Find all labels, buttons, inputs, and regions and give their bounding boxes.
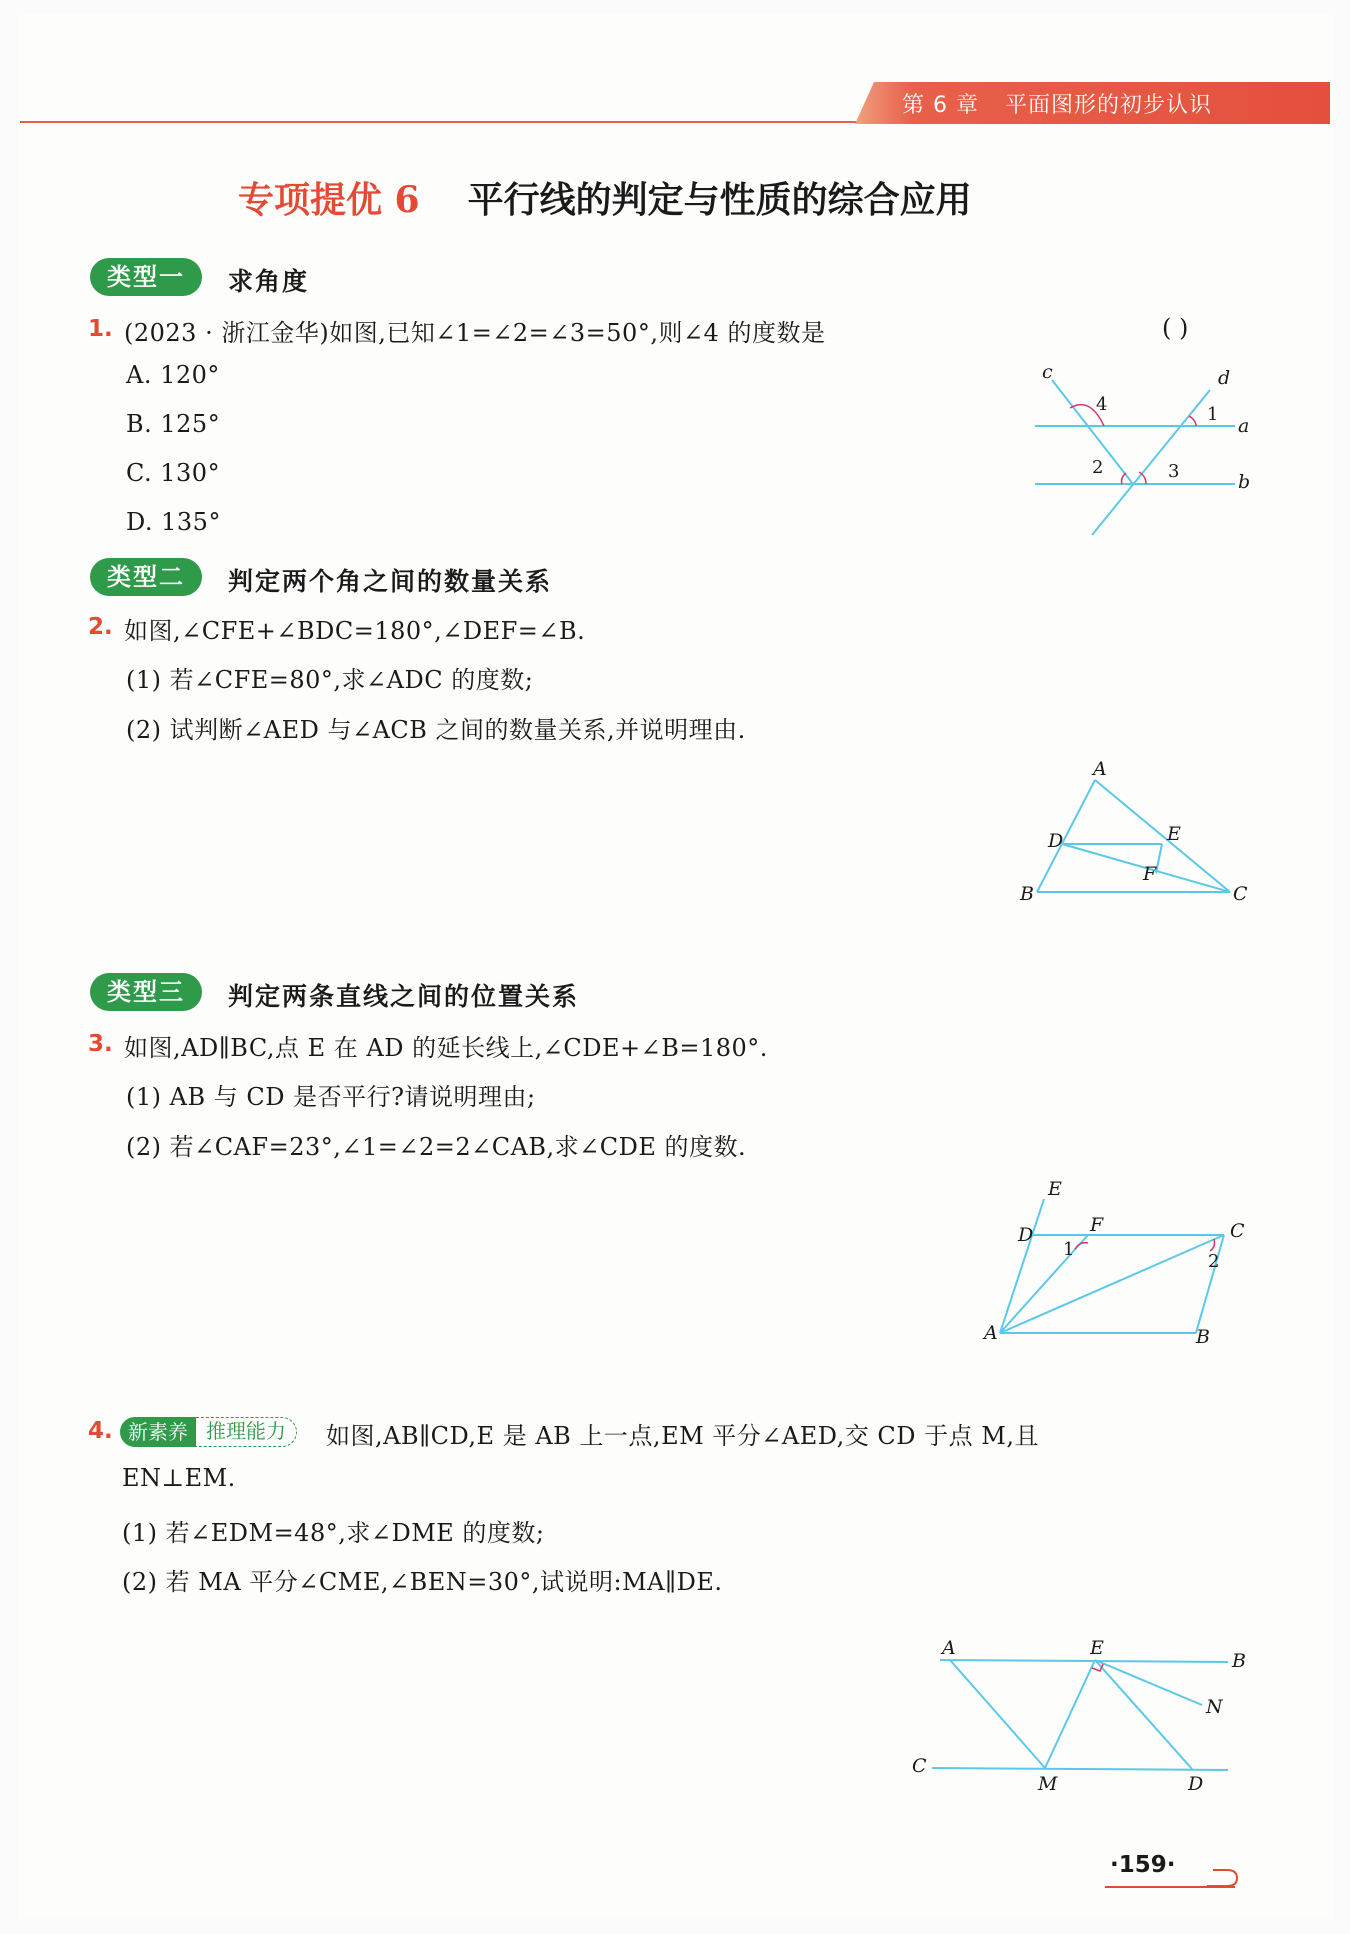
label-angle-2: 2: [1092, 457, 1104, 478]
segment-cb: [1196, 1235, 1224, 1333]
label-C: C: [1230, 1220, 1245, 1242]
label-angle-3: 3: [1168, 461, 1180, 482]
label-M: M: [1038, 1773, 1058, 1795]
question-number-3: 3.: [88, 1031, 113, 1057]
question-3-stem: 如图,AD∥BC,点 E 在 AD 的延长线上,∠CDE+∠B=180°.: [124, 1034, 768, 1062]
segment-em: [1045, 1660, 1095, 1768]
figure-q3: [980, 1175, 1245, 1348]
chapter-banner-text: [902, 88, 1238, 119]
label-E: E: [1048, 1178, 1062, 1200]
question-3-part-1: (1) AB 与 CD 是否平行?请说明理由;: [126, 1083, 536, 1111]
figure-q1: [1030, 360, 1270, 540]
label-A: A: [984, 1322, 998, 1344]
side-ac: [1095, 780, 1230, 892]
label-A: A: [942, 1637, 956, 1659]
label-b: b: [1238, 471, 1251, 493]
title-label: 专项提优 6: [238, 179, 420, 221]
label-B: B: [1232, 1650, 1246, 1672]
section-title-2: 判定两个角之间的数量关系: [228, 567, 553, 596]
angle-3-mark: [1139, 472, 1146, 484]
question-number-2: 2.: [88, 614, 113, 640]
label-C: C: [912, 1755, 927, 1777]
angle-1-mark: [1189, 416, 1196, 426]
literacy-badge: [120, 1417, 297, 1447]
label-angle-1: 1: [1063, 1239, 1075, 1260]
label-a: a: [1238, 415, 1250, 437]
figure-q4: [910, 1637, 1246, 1798]
option-d: D. 135°: [126, 508, 221, 536]
label-N: N: [1206, 1696, 1223, 1718]
question-4-stem-cont: EN⊥EM.: [122, 1464, 236, 1492]
segment-en: [1095, 1660, 1202, 1705]
answer-bracket: ( ): [1162, 314, 1189, 342]
question-4-stem: 如图,AB∥CD,E 是 AB 上一点,EM 平分∠AED,交 CD 于点 M,且: [326, 1422, 1039, 1450]
section-tag-2: 类型二: [90, 558, 202, 596]
section-tag-1: 类型一: [90, 258, 202, 296]
side-ab: [1037, 780, 1095, 892]
label-angle-4: 4: [1096, 394, 1108, 415]
label-angle-1: 1: [1207, 404, 1219, 425]
question-1-stem: (2023 · 浙江金华)如图,已知∠1=∠2=∠3=50°,则∠4 的度数是: [124, 319, 826, 347]
section-title-3: 判定两条直线之间的位置关系: [228, 982, 580, 1011]
label-B: B: [1020, 883, 1034, 905]
segment-ed: [1095, 1660, 1192, 1769]
page-number: ·159·: [1110, 1852, 1176, 1878]
question-number-1: 1.: [88, 316, 113, 342]
label-A: A: [1093, 758, 1107, 780]
page: [18, 14, 1333, 1919]
label-C: C: [1233, 883, 1248, 905]
question-2-part-1: (1) 若∠CFE=80°,求∠ADC 的度数;: [126, 666, 534, 694]
label-B: B: [1196, 1326, 1210, 1348]
chapter-title: 平面图形的初步认识: [1004, 93, 1212, 118]
label-F: F: [1090, 1214, 1104, 1236]
question-4-part-2: (2) 若 MA 平分∠CME,∠BEN=30°,试说明:MA∥DE.: [122, 1568, 723, 1596]
segment-ac: [1000, 1235, 1224, 1333]
line-cd: [932, 1768, 1228, 1770]
segment-am: [950, 1660, 1045, 1768]
option-c: C. 130°: [126, 459, 221, 487]
label-D: D: [1018, 1224, 1034, 1246]
figure-q2: [1015, 760, 1255, 910]
question-2-stem: 如图,∠CFE+∠BDC=180°,∠DEF=∠B.: [124, 617, 586, 645]
title-text: 平行线的判定与性质的综合应用: [467, 179, 972, 221]
segment-ef: [1156, 844, 1162, 873]
page-number-hook: [1205, 1862, 1245, 1892]
section-title-1: 求角度: [228, 267, 310, 296]
line-d: [1092, 390, 1210, 535]
label-d: d: [1218, 367, 1231, 389]
segment-af: [1000, 1235, 1088, 1333]
label-E: E: [1090, 1637, 1104, 1659]
label-D: D: [1048, 830, 1064, 852]
chapter-number: 第 6 章: [902, 93, 979, 118]
option-b: B. 125°: [126, 410, 221, 438]
page-title: [238, 172, 972, 223]
label-angle-2: 2: [1208, 1251, 1220, 1272]
option-a: A. 120°: [126, 361, 220, 389]
question-2-part-2: (2) 试判断∠AED 与∠ACB 之间的数量关系,并说明理由.: [126, 716, 746, 744]
line-ab: [940, 1660, 1228, 1662]
segment-ae: [1000, 1199, 1044, 1333]
question-number-4: 4.: [88, 1418, 113, 1444]
section-tag-3: 类型三: [90, 973, 202, 1011]
label-F: F: [1143, 863, 1157, 885]
label-c: c: [1042, 361, 1053, 383]
badge-reasoning: 推理能力: [196, 1417, 297, 1447]
header-rule: [20, 121, 875, 123]
label-D: D: [1188, 1773, 1204, 1795]
question-3-part-2: (2) 若∠CAF=23°,∠1=∠2=2∠CAB,求∠CDE 的度数.: [126, 1133, 747, 1161]
question-4-part-1: (1) 若∠EDM=48°,求∠DME 的度数;: [122, 1519, 545, 1547]
badge-new-literacy: 新素养: [120, 1417, 196, 1447]
label-E: E: [1167, 823, 1181, 845]
